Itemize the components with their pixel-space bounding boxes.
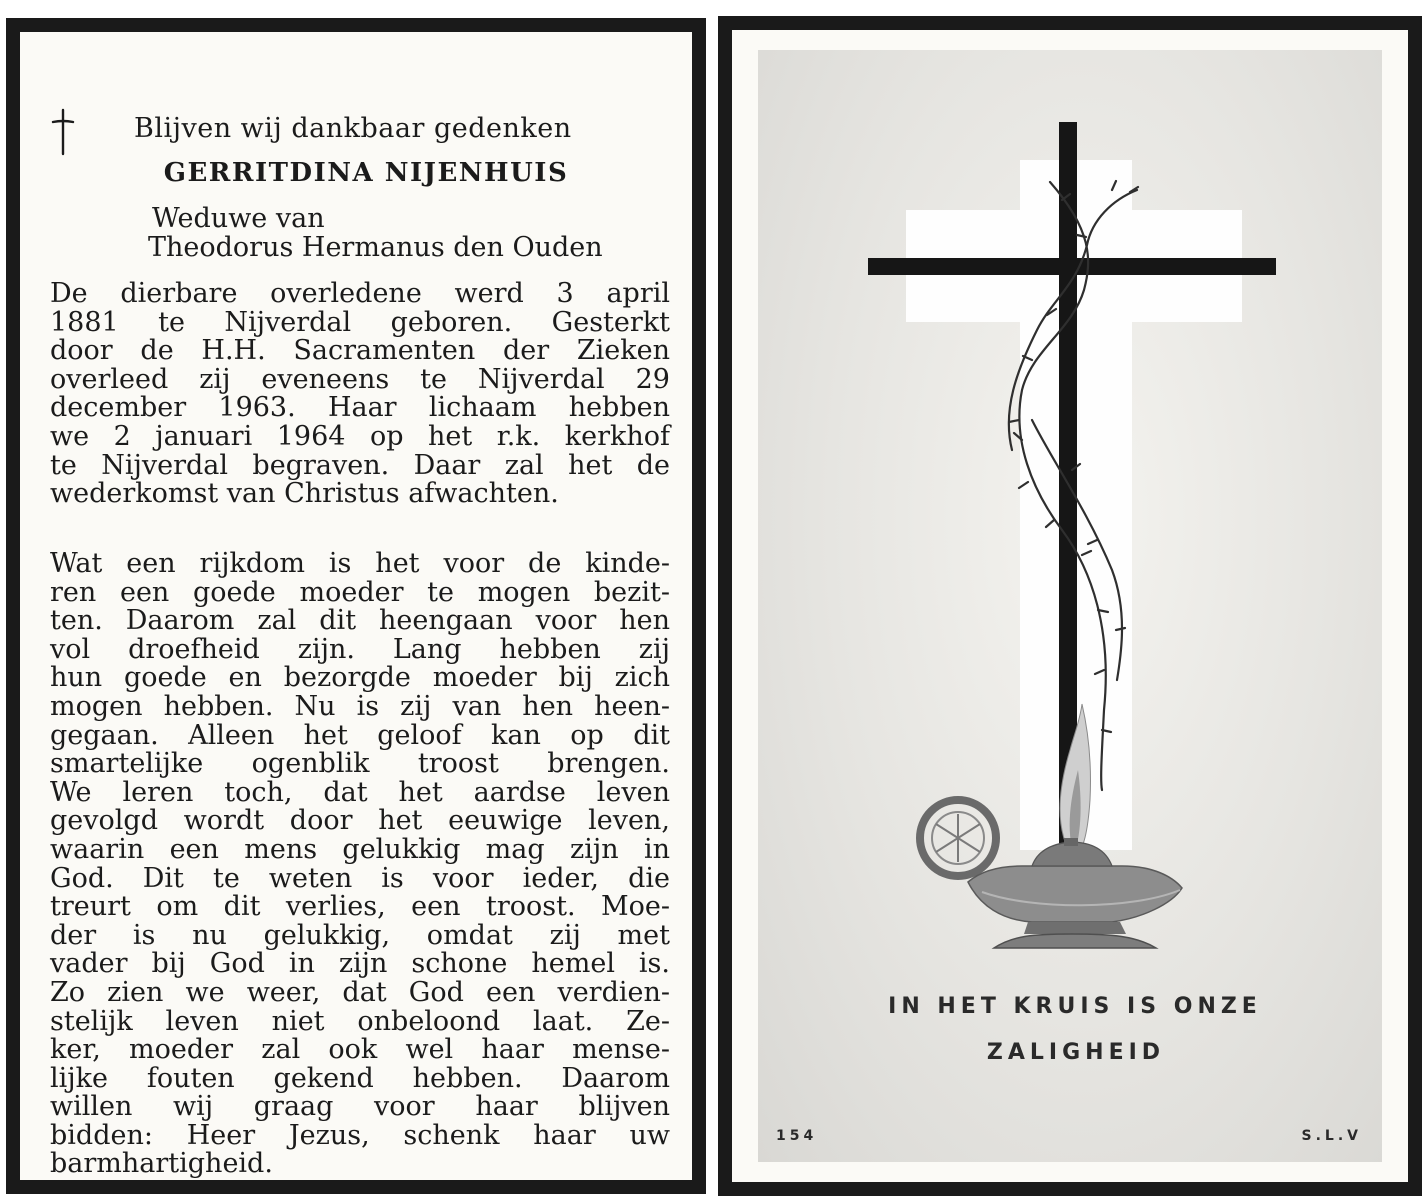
- header-text: Blijven wij dankbaar gedenken: [134, 112, 572, 144]
- text-line: Wat een rijkdom is het voor de kinde-: [50, 548, 670, 579]
- text-line: ker, moeder zal ook wel haar mense-: [50, 1034, 670, 1066]
- text-line: stelijk leven niet onbeloond laat. Ze-: [50, 1005, 670, 1037]
- text-line: gevolgd wordt door het eeuwige leven,: [50, 805, 670, 837]
- text-line: willen wij graag voor haar blijven: [50, 1091, 670, 1123]
- text-line: december 1963. Haar lichaam hebben: [50, 392, 670, 424]
- motto-line-2: ZALIGHEID: [986, 1040, 1166, 1065]
- spouse-name: Theodorus Hermanus den Ouden: [148, 232, 603, 263]
- memorial-card-image-side: [718, 16, 1422, 1196]
- text-line: bidden: Heer Jezus, schenk haar uw: [50, 1119, 670, 1151]
- text-line: ren een goede moeder te mogen bezit-: [50, 576, 670, 608]
- biography-paragraph: [50, 280, 670, 509]
- text-line: te Nijverdal begraven. Daar zal het de: [50, 449, 670, 481]
- text-line: smartelijke ogenblik troost brengen.: [50, 748, 670, 780]
- publisher-mark: S.L.V: [1301, 1128, 1362, 1144]
- text-line: ten. Daarom zal dit heengaan voor hen: [50, 605, 670, 637]
- text-line: overleed zij eveneens te Nijverdal 29: [50, 363, 670, 395]
- deceased-name: GERRITDINA NIJENHUIS: [163, 158, 569, 188]
- text-line: vol droefheid zijn. Lang hebben zij: [50, 633, 670, 665]
- text-line: De dierbare overledene werd 3 april: [50, 278, 670, 309]
- text-line: barmhartigheid.: [50, 1148, 273, 1180]
- text-line: door de H.H. Sacramenten der Zieken: [50, 335, 670, 367]
- text-line: lijke fouten gekend hebben. Daarom: [50, 1062, 670, 1094]
- print-number: 154: [776, 1128, 818, 1144]
- text-line: wederkomst van Christus afwachten.: [50, 478, 559, 510]
- reflection-paragraph: [50, 550, 670, 1179]
- text-line: treurt om dit verlies, een troost. Moe-: [50, 891, 670, 923]
- widow-of-block: [148, 204, 603, 262]
- text-line: We leren toch, dat het aardse leven: [50, 776, 670, 808]
- text-line: hun goede en bezorgde moeder bij zich: [50, 662, 670, 694]
- text-line: waarin een mens gelukkig mag zijn in: [50, 833, 670, 865]
- motto-line-1: IN HET KRUIS IS ONZE: [888, 994, 1262, 1019]
- text-line: gegaan. Alleen het geloof kan op dit: [50, 719, 670, 751]
- memorial-card-text-side: [6, 18, 706, 1194]
- text-line: 1881 te Nijverdal geboren. Gesterkt: [50, 306, 670, 338]
- text-line: God. Dit te weten is voor ieder, die: [50, 862, 670, 894]
- cross-icon: [50, 108, 76, 156]
- text-line: mogen hebben. Nu is zij van hen heen-: [50, 690, 670, 722]
- text-line: Zo zien we weer, dat God een verdien-: [50, 976, 670, 1008]
- header-line: [50, 104, 572, 152]
- text-line: der is nu gelukkig, omdat zij met: [50, 919, 670, 951]
- widow-of-label: Weduwe van: [152, 203, 325, 234]
- text-line: vader bij God in zijn schone hemel is.: [50, 948, 670, 980]
- text-line: we 2 januari 1964 op het r.k. kerkhof: [50, 420, 670, 452]
